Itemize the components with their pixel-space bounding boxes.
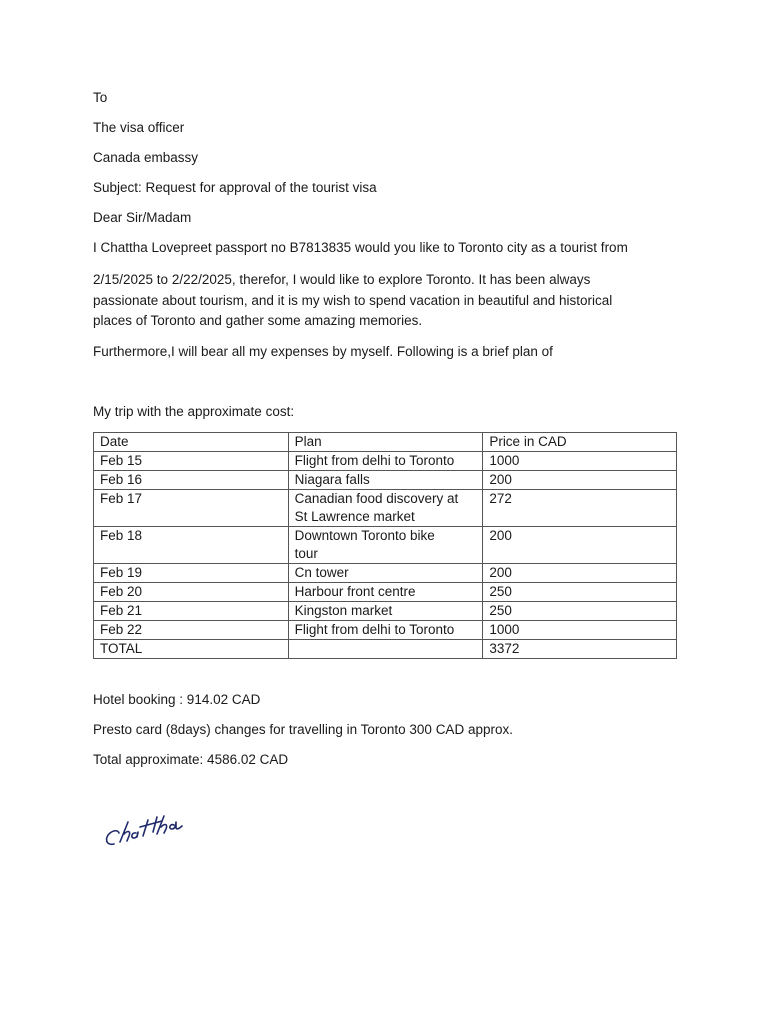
table-row xyxy=(94,583,677,602)
row-price: 250 xyxy=(483,602,677,621)
table-row xyxy=(94,471,677,490)
row-price: 1000 xyxy=(483,452,677,471)
row-plan xyxy=(288,583,483,602)
row-date: Feb 19 xyxy=(94,564,289,583)
table-header-row xyxy=(94,433,677,452)
table-row xyxy=(94,621,677,640)
row-price: 1000 xyxy=(483,621,677,640)
plan-text: St Lawrence market xyxy=(294,509,415,524)
plan-text: Downtown Toronto bike xyxy=(294,528,435,543)
office-line: Canada embassy xyxy=(93,150,199,165)
header-date: Date xyxy=(94,433,289,452)
total-empty-cell xyxy=(288,640,483,659)
table-total-row xyxy=(94,640,677,659)
table-row xyxy=(94,564,677,583)
row-price: 272 xyxy=(483,490,677,527)
body-line: places of Toronto and gather some amazing memories. xyxy=(93,313,423,328)
table-row xyxy=(94,490,677,527)
expenses-line: Furthermore,I will bear all my expenses by myself. Following is a brief plan of xyxy=(93,344,553,359)
to-line: To xyxy=(93,90,108,105)
row-plan xyxy=(288,527,483,564)
row-date: Feb 22 xyxy=(94,621,289,640)
row-plan xyxy=(288,621,483,640)
hotel-line: Hotel booking : 914.02 CAD xyxy=(93,692,261,707)
row-date: Feb 21 xyxy=(94,602,289,621)
row-date: Feb 18 xyxy=(94,527,289,564)
trip-plan-table xyxy=(93,432,677,659)
body-line: passionate about tourism, and it is my wish to spend vacation in beautiful and historical xyxy=(93,292,613,308)
plan-text: Harbour front centre xyxy=(294,584,416,599)
plan-text: Niagara falls xyxy=(294,472,370,487)
table-row xyxy=(94,452,677,471)
plan-text: Canadian food discovery at xyxy=(294,491,459,506)
total-line: Total approximate: 4586.02 CAD xyxy=(93,752,289,767)
row-plan xyxy=(288,564,483,583)
row-price: 200 xyxy=(483,564,677,583)
row-price: 200 xyxy=(483,471,677,490)
row-date: Feb 20 xyxy=(94,583,289,602)
table-caption: My trip with the approximate cost: xyxy=(93,404,295,419)
row-plan xyxy=(288,452,483,471)
row-plan xyxy=(288,602,483,621)
row-price: 250 xyxy=(483,583,677,602)
presto-line: Presto card (8days) changes for travelling in Toronto 300 CAD approx. xyxy=(93,722,513,737)
total-value: 3372 xyxy=(483,640,677,659)
subject-line: Subject: Request for approval of the tourist visa xyxy=(93,180,377,195)
plan-text: Flight from delhi to Toronto xyxy=(294,622,455,637)
header-price: Price in CAD xyxy=(483,433,677,452)
intro-line: I Chattha Lovepreet passport no B7813835 would you like to Toronto city as a tourist from xyxy=(93,240,628,255)
header-plan: Plan xyxy=(288,433,483,452)
table-row xyxy=(94,602,677,621)
plan-text: tour xyxy=(294,546,318,561)
row-date: Feb 17 xyxy=(94,490,289,527)
recipient-line: The visa officer xyxy=(93,120,185,135)
row-date: Feb 15 xyxy=(94,452,289,471)
body-paragraph xyxy=(93,270,673,332)
salutation-line: Dear Sir/Madam xyxy=(93,210,192,225)
row-date: Feb 16 xyxy=(94,471,289,490)
row-price: 200 xyxy=(483,527,677,564)
plan-text: Kingston market xyxy=(294,603,393,618)
plan-text: Cn tower xyxy=(294,565,349,580)
row-plan xyxy=(288,471,483,490)
signature-image xyxy=(100,800,190,860)
body-line: 2/15/2025 to 2/22/2025, therefor, I would like to explore Toronto. It has been always xyxy=(93,272,591,287)
row-plan xyxy=(288,490,483,527)
total-label: TOTAL xyxy=(94,640,289,659)
plan-text: Flight from delhi to Toronto xyxy=(294,453,455,468)
table-row xyxy=(94,527,677,564)
